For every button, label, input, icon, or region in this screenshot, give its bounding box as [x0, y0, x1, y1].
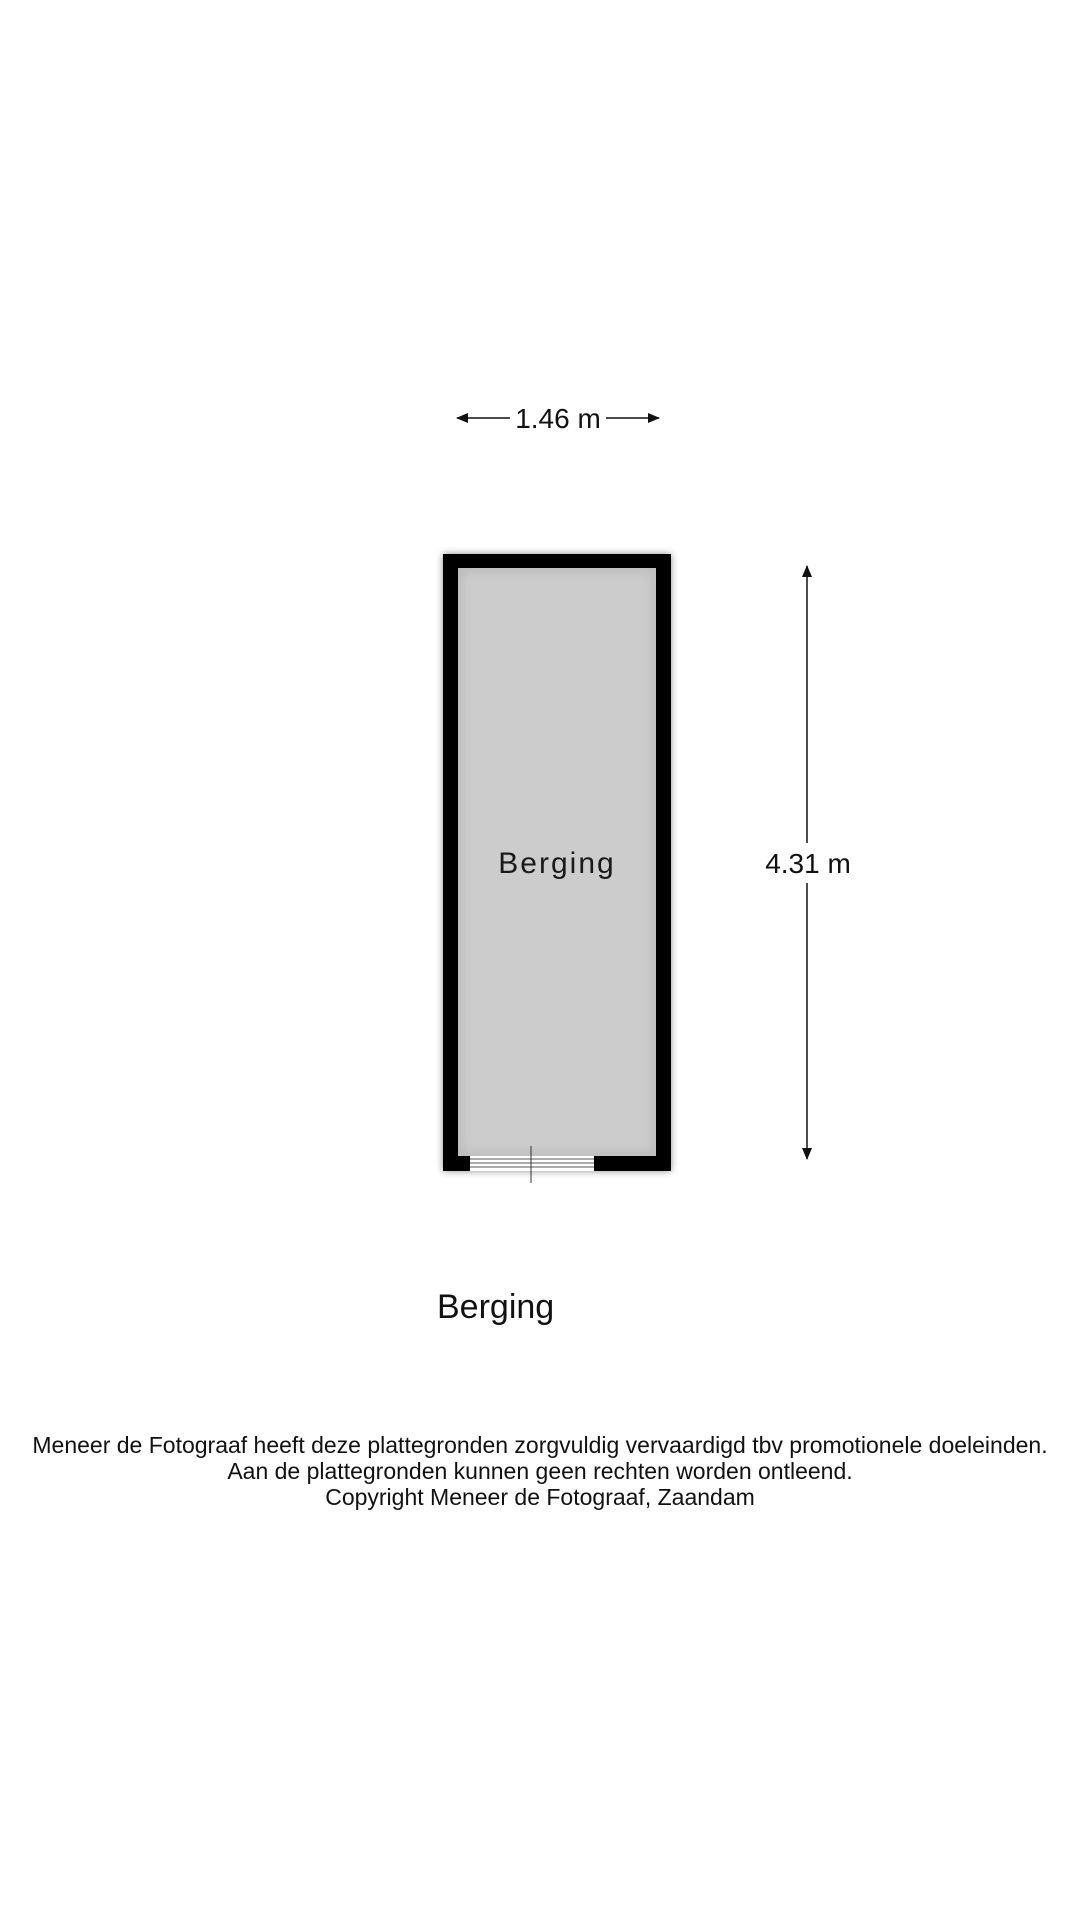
- disclaimer: [0, 1432, 1080, 1510]
- width-dimension-label: 1.46 m: [515, 403, 601, 434]
- room-label: Berging: [498, 847, 616, 880]
- height-dimension: [765, 566, 851, 1159]
- width-dimension: [457, 403, 659, 434]
- disclaimer-line-2: Aan de plattegronden kunnen geen rechten worden ontleend.: [227, 1458, 853, 1484]
- plan-title: Berging: [437, 1288, 555, 1326]
- room-berging: [443, 554, 671, 1183]
- copyright-line: Copyright Meneer de Fotograaf, Zaandam: [325, 1484, 755, 1510]
- height-dimension-label: 4.31 m: [765, 848, 851, 879]
- disclaimer-line-1: Meneer de Fotograaf heeft deze plattegronden zorgvuldig vervaardigd tbv promotionele doeleinden.: [32, 1432, 1048, 1458]
